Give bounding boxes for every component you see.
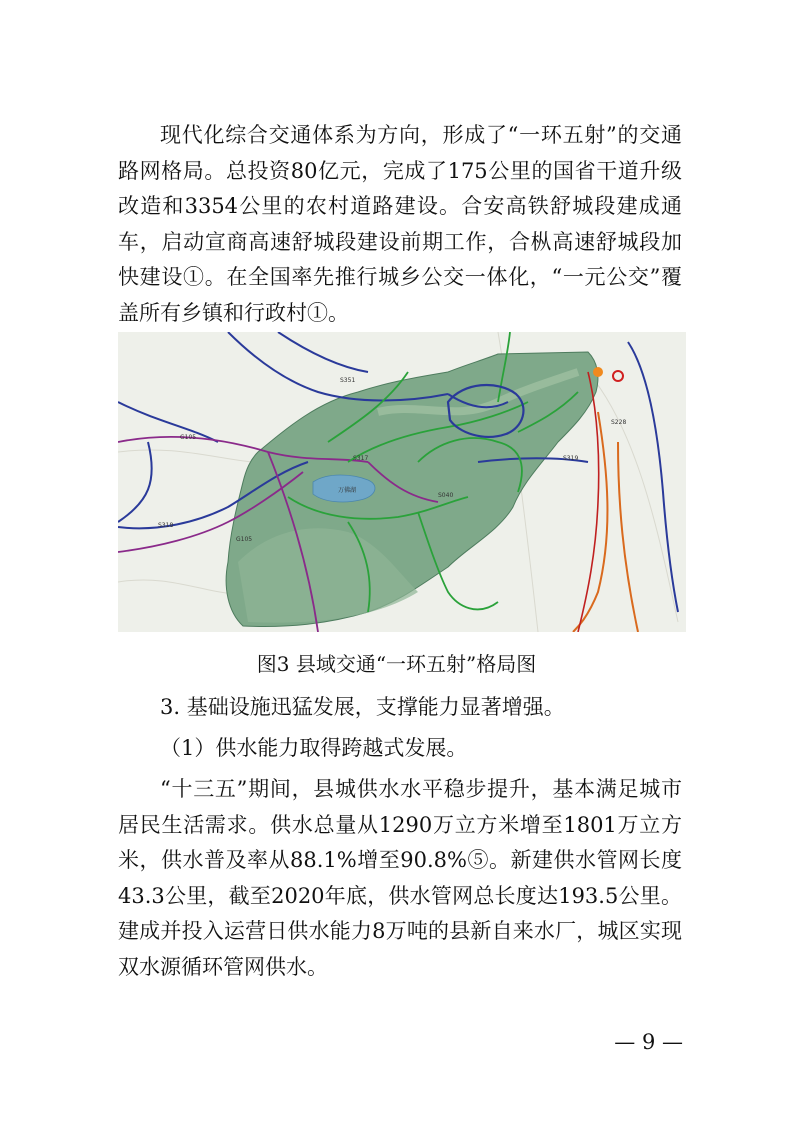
reservoir-label: 万佛湖 [338, 487, 357, 494]
page-number: — 9 — [614, 1030, 683, 1054]
label-s040: S040 [438, 492, 454, 499]
figure-caption: 图3 县域交通“一环五射”格局图 [256, 652, 537, 676]
paragraph-water-supply: “十三五”期间，县城供水水平稳步提升，基本满足城市居民生活需求。供水总量从1290万立方米增至1801万立方米，供水普及率从88.1%增至90.8%⑤。新建供水管网长度43.3公里，截至2020年底，供水管网总长度达193.5公里。建成并投入运营日供水能力8万吨的县新自来水厂，城区实现双水源循环管网供水。 [118, 777, 682, 979]
label-g105-west: G105 [180, 434, 197, 441]
label-g105-south: G105 [236, 536, 253, 543]
subsection-heading: （1）供水能力取得跨越式发展。 [160, 736, 468, 760]
city-marker-orange [593, 367, 603, 377]
label-s228: S228 [611, 419, 627, 426]
label-s351: S351 [340, 377, 356, 384]
map-svg [118, 332, 686, 632]
label-s318: S318 [158, 522, 174, 529]
paragraph-transport: 现代化综合交通体系为方向，形成了“一环五射”的交通路网格局。总投资80亿元，完成了175公里的国省干道升级改造和3354公里的农村道路建设。合安高铁舒城段建成通车，启动宣商高速舒城段建设前期工作，合枞高速舒城段加快建设①。在全国率先推行城乡公交一体化，“一元公交”覆盖所有乡镇和行政村①。 [118, 123, 682, 325]
label-s317: S317 [353, 455, 369, 462]
transport-map [118, 332, 686, 632]
label-s319: S319 [563, 455, 579, 462]
section-heading: 3. 基础设施迅猛发展，支撑能力显著增强。 [160, 695, 565, 719]
